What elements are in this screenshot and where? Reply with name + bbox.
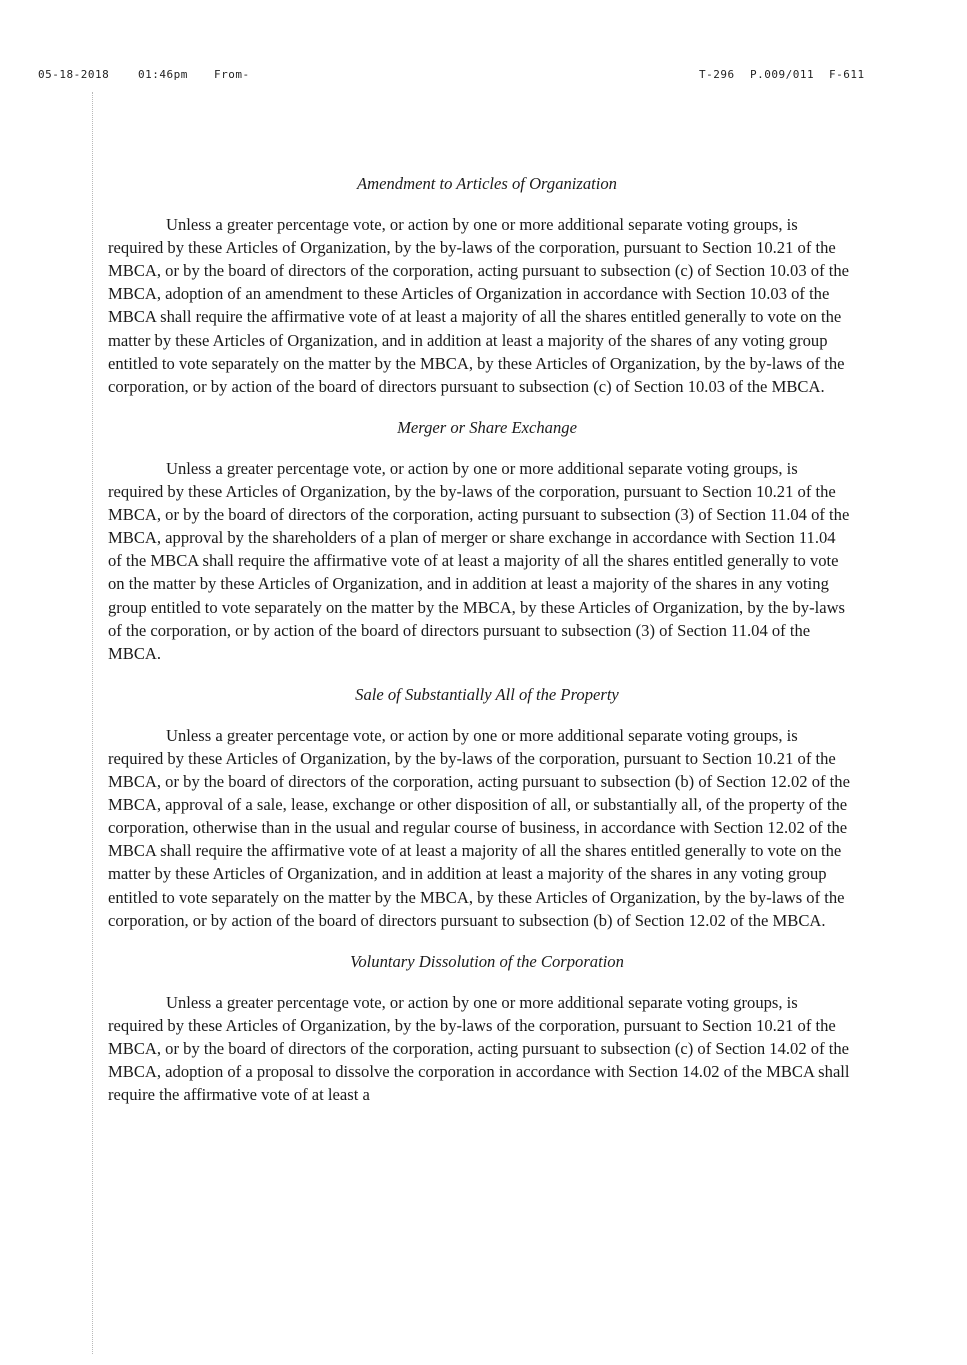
fax-form-id: F-611 xyxy=(829,68,865,81)
section-heading: Sale of Substantially All of the Property xyxy=(355,684,619,704)
fax-page-number: P.009/011 xyxy=(750,68,815,81)
fax-transmission-id: T-296 xyxy=(699,68,735,81)
section-heading: Merger or Share Exchange xyxy=(397,417,577,437)
section-merger xyxy=(108,416,852,665)
section-paragraph: Unless a greater percentage vote, or action by one or more additional separate voting groups, is required by these Articles of Organization, by the by-laws of the corporation, pursuant to Section 10.21 of the MBCA, or by the board of directors of the corporation, acting pursuant to subsection (c) of Section 10.03 of the MBCA, adoption of an amendment to these Articles of Organization in accordance with Section 10.03 of the MBCA shall require the affirmative vote of at least a majority of all the shares entitled generally to vote on the matter by these Articles of Organization, and in addition at least a majority of the shares of any voting group entitled to vote separately on the matter by the MBCA, by these Articles of Organization, by the by-laws of the corporation, or by action of the board of directors pursuant to subsection (c) of Section 10.03 of the MBCA. xyxy=(108,215,850,396)
section-sale-of-property xyxy=(108,683,852,932)
scan-edge-line xyxy=(92,92,93,1354)
section-amendment xyxy=(108,172,852,398)
fax-from: From- xyxy=(214,68,250,81)
section-paragraph: Unless a greater percentage vote, or action by one or more additional separate voting groups, is required by these Articles of Organization, by the by-laws of the corporation, pursuant to Section 10.21 of the MBCA, or by the board of directors of the corporation, acting pursuant to subsection (b) of Section 12.02 of the MBCA, approval of a sale, lease, exchange or other disposition of all, or substantially all, of the property of the corporation, otherwise than in the usual and regular course of business, in accordance with Section 12.02 of the MBCA shall require the affirmative vote of at least a majority of all the shares entitled generally to vote on the matter by these Articles of Organization, and in addition at least a majority of the shares in any voting group entitled to vote separately on the matter by the MBCA, by these Articles of Organization, by the by-laws of the corporation, or by action of the board of directors pursuant to subsection (b) of Section 12.02 of the MBCA. xyxy=(108,725,850,930)
section-paragraph: Unless a greater percentage vote, or action by one or more additional separate voting groups, is required by these Articles of Organization, by the by-laws of the corporation, pursuant to Section 10.21 of the MBCA, or by the board of directors of the corporation, acting pursuant to subsection (c) of Section 14.02 of the MBCA, adoption of a proposal to dissolve the corporation in accordance with Section 14.02 of the MBCA shall require the affirmative vote of at least a xyxy=(108,992,850,1105)
section-heading: Amendment to Articles of Organization xyxy=(357,174,617,193)
section-dissolution xyxy=(108,950,852,1107)
fax-time: 01:46pm xyxy=(138,68,188,81)
section-paragraph: Unless a greater percentage vote, or action by one or more additional separate voting groups, is required by these Articles of Organization, by the by-laws of the corporation, pursuant to Section 10.21 of the MBCA, or by the board of directors of the corporation, acting pursuant to subsection (3) of Section 11.04 of the MBCA, approval by the shareholders of a plan of merger or share exchange in accordance with Section 11.04 of the MBCA shall require the affirmative vote of at least a majority of all the shares entitled generally to vote on the matter by these Articles of Organization, and in addition at least a majority of the shares in any voting group entitled to vote separately on the matter by the MBCA, by these Articles of Organization, by the by-laws of the corporation, or by action of the board of directors pursuant to subsection (3) of Section 11.04 of the MBCA. xyxy=(108,458,850,663)
document-body xyxy=(108,172,852,1124)
fax-header xyxy=(0,68,967,84)
fax-date: 05-18-2018 xyxy=(38,68,110,81)
section-heading: Voluntary Dissolution of the Corporation xyxy=(350,951,624,971)
